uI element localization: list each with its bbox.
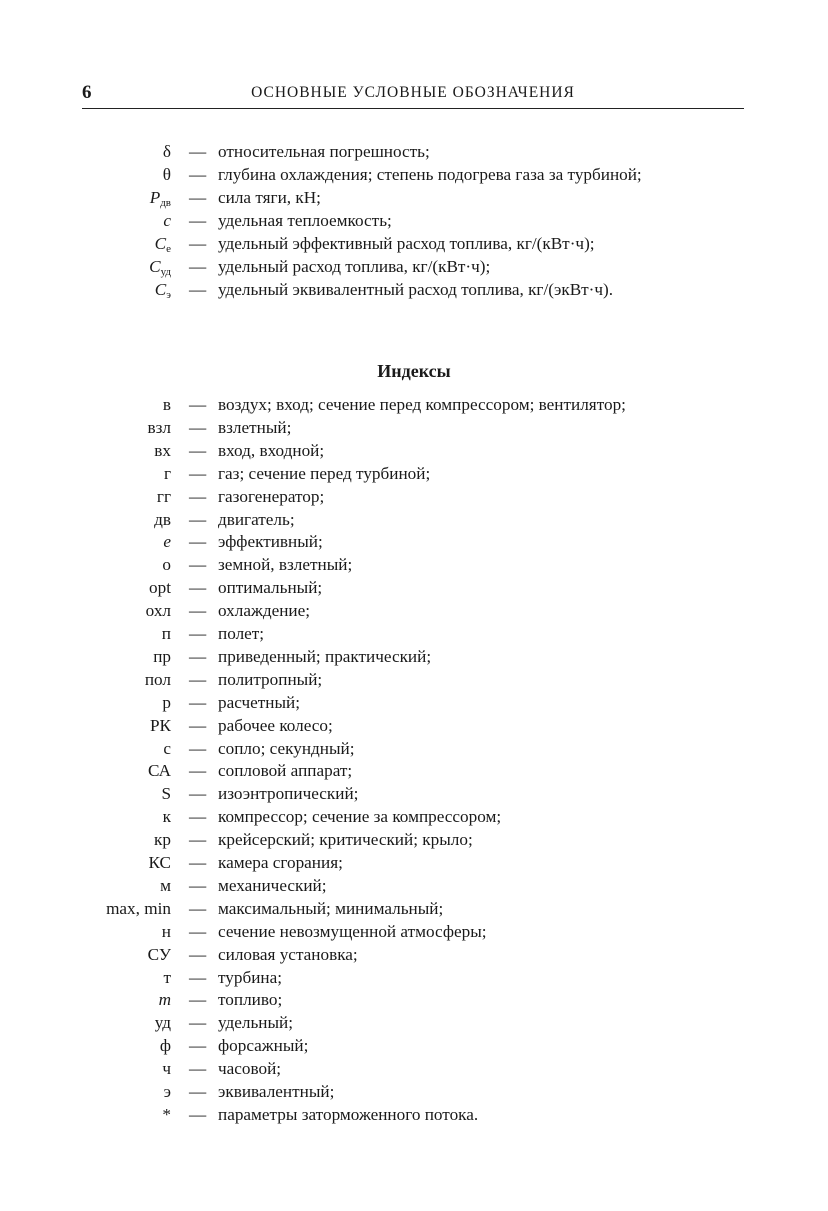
index-notation: взл [147,417,171,437]
index-row [0,622,828,645]
em-dash: — [189,532,207,552]
index-notation: м [160,875,171,895]
em-dash: — [189,784,207,804]
index-notation: m [158,990,171,1010]
em-dash: — [189,830,207,850]
index-row [0,599,828,622]
index-row [0,874,828,897]
index-description: вход, входной; [218,440,325,460]
em-dash: — [189,440,207,460]
index-notation: н [161,921,171,941]
em-dash: — [189,624,207,643]
index-notation: охл [145,601,171,621]
index-description: газогенератор; [218,486,325,506]
running-title: ОСНОВНЫЕ УСЛОВНЫЕ ОБОЗНАЧЕНИЯ [251,84,575,101]
index-notation: уд [154,1013,171,1033]
em-dash: — [189,142,207,161]
index-row [0,851,828,874]
index-row [0,943,828,966]
em-dash: — [189,417,207,437]
index-row [0,645,828,668]
index-description: механический; [218,875,327,895]
em-dash: — [189,578,207,598]
index-description: топливо; [218,990,283,1010]
em-dash: — [189,853,207,872]
index-notation: S [161,784,171,804]
symbol-row [0,278,828,301]
index-notation: дв [154,509,171,529]
index-row [0,897,828,920]
index-row [0,1080,828,1103]
em-dash: — [189,646,207,666]
symbol-description: удельная теплоемкость; [218,211,392,230]
index-notation: г [163,463,171,483]
em-dash: — [189,555,207,575]
symbol-row [0,163,828,186]
symbol-base: c [163,211,171,230]
symbol-base: P [149,188,161,207]
index-row [0,576,828,599]
index-notation: РК [149,715,171,735]
index-notation: ф [159,1036,171,1056]
index-description: крейсерский; критический; крыло; [218,830,473,850]
em-dash: — [189,921,207,941]
symbol-notation [163,209,171,232]
index-description: рабочее колесо; [218,715,333,735]
index-notation: гг [156,486,171,506]
index-description: максимальный; минимальный; [218,898,444,918]
index-description: двигатель; [218,509,295,529]
index-notation: СУ [147,944,171,964]
index-row [0,1034,828,1057]
index-row [0,553,828,576]
symbol-row [0,209,828,232]
index-notation: пр [153,646,171,666]
index-description: полет; [218,624,265,643]
index-row [0,1103,828,1126]
index-description: политропный; [218,669,323,689]
em-dash: — [189,486,207,506]
index-description: компрессор; сечение за компрессором; [218,807,502,827]
em-dash: — [189,1013,207,1033]
symbol-description: сила тяги, кН; [218,188,321,207]
index-notation: пол [144,669,171,689]
index-notation: ч [162,1059,171,1079]
symbol-row [0,186,828,209]
index-description: турбина; [218,967,283,987]
index-row [0,714,828,737]
index-row [0,462,828,485]
index-notation: max, min [106,898,171,918]
symbol-subscript: э [166,289,171,301]
index-description: эффективный; [218,532,323,552]
em-dash: — [189,715,207,735]
index-notation: о [162,555,171,575]
symbol-base: C [154,280,167,299]
em-dash: — [189,280,207,299]
em-dash: — [189,944,207,964]
em-dash: — [189,1082,207,1101]
page-header [82,80,744,109]
em-dash: — [189,1036,207,1056]
index-notation: р [162,692,171,712]
index-description: сопло; секундный; [218,738,355,758]
index-description: земной, взлетный; [218,555,353,575]
em-dash: — [189,257,207,276]
index-row [0,805,828,828]
index-row [0,393,828,416]
index-row [0,1011,828,1034]
index-row [0,530,828,553]
index-description: часовой; [218,1059,282,1079]
index-row [0,737,828,760]
index-notation: э [163,1082,171,1101]
index-row [0,920,828,943]
index-description: взлетный; [218,417,292,437]
symbol-notation [163,140,171,163]
em-dash: — [189,738,207,758]
index-row [0,759,828,782]
em-dash: — [189,967,207,987]
symbol-row [0,255,828,278]
em-dash: — [189,875,207,895]
index-row [0,508,828,531]
em-dash: — [189,463,207,483]
symbol-base: C [149,257,161,276]
index-description: охлаждение; [218,601,311,621]
index-notation: СА [147,761,171,781]
index-row [0,988,828,1011]
symbol-row [0,140,828,163]
index-row [0,416,828,439]
em-dash: — [189,188,207,207]
index-description: сечение невозмущенной атмосферы; [218,921,487,941]
symbol-description: глубина охлаждения; степень подогрева газа за турбиной; [218,165,642,184]
index-notation: т [163,967,171,987]
em-dash: — [189,211,207,230]
index-row [0,966,828,989]
index-description: камера сгорания; [218,853,343,872]
index-row [0,691,828,714]
em-dash: — [189,990,207,1010]
index-description: оптимальный; [218,578,323,598]
index-notation: * [162,1104,171,1124]
symbol-subscript: дв [160,197,171,209]
index-notation: в [162,395,171,414]
page-number: 6 [82,82,92,103]
index-row [0,485,828,508]
em-dash: — [189,1059,207,1079]
indices-section-title: Индексы [377,361,451,381]
index-description: силовая установка; [218,944,358,964]
index-row [0,782,828,805]
symbol-base: θ [162,165,171,184]
symbol-notation [163,163,171,186]
em-dash: — [189,1104,207,1124]
em-dash: — [189,807,207,827]
index-description: газ; сечение перед турбиной; [218,463,431,483]
index-notation: с [163,738,171,758]
index-row [0,1057,828,1080]
index-row [0,828,828,851]
symbol-description: удельный эффективный расход топлива, кг/(кВт·ч); [218,234,595,253]
index-notation: п [161,624,171,643]
symbol-base: δ [162,142,171,161]
em-dash: — [189,165,207,184]
index-row [0,668,828,691]
index-description: изоэнтропический; [218,784,359,804]
symbol-subscript: уд [160,266,171,278]
index-notation: e [163,532,171,552]
symbol-description: удельный эквивалентный расход топлива, кг/(экВт·ч). [218,280,614,299]
index-description: параметры заторможенного потока. [218,1104,479,1124]
em-dash: — [189,395,207,414]
symbol-subscript: e [166,243,171,255]
symbol-row [0,232,828,255]
index-description: сопловой аппарат; [218,761,353,781]
em-dash: — [189,601,207,621]
index-notation: вх [154,440,171,460]
em-dash: — [189,898,207,918]
symbol-description: относительная погрешность; [218,142,430,161]
index-row [0,439,828,462]
index-description: удельный; [218,1013,294,1033]
index-description: эквивалентный; [218,1082,335,1101]
em-dash: — [189,234,207,253]
em-dash: — [189,669,207,689]
em-dash: — [189,761,207,781]
symbol-notation [155,278,171,307]
symbol-base: C [154,234,167,253]
index-description: приведенный; практический; [218,646,432,666]
em-dash: — [189,509,207,529]
index-description: форсажный; [218,1036,309,1056]
index-description: расчетный; [218,692,301,712]
em-dash: — [189,692,207,712]
index-notation: кр [154,830,171,850]
index-description: воздух; вход; сечение перед компрессором; вентилятор; [218,395,626,414]
index-notation: к [162,807,171,827]
index-notation: opt [149,578,171,598]
symbol-description: удельный расход топлива, кг/(кВт·ч); [218,257,491,276]
index-notation: КС [148,853,171,872]
